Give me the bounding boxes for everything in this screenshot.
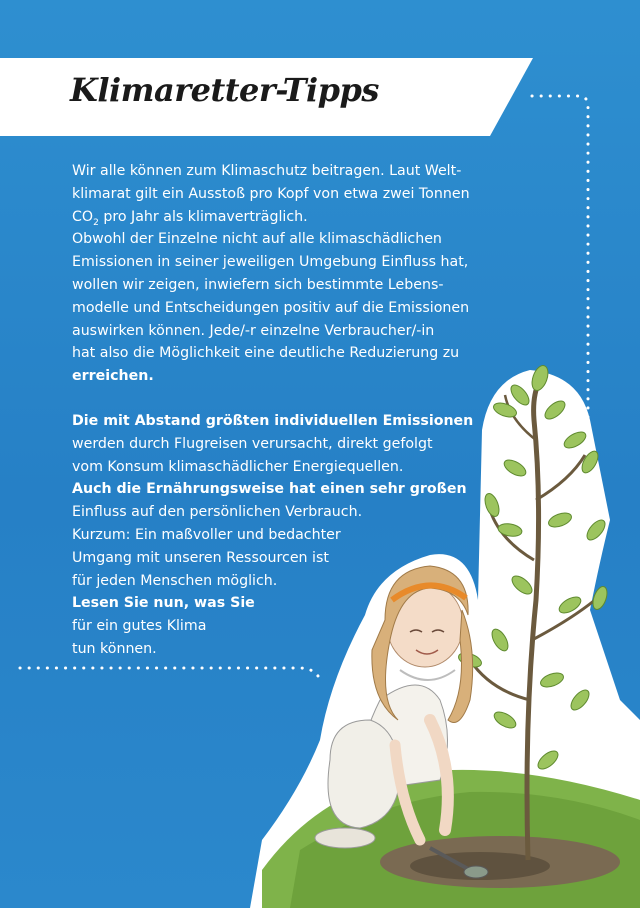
intro-line-3: [72, 206, 512, 229]
intro-line-8: auswirken können. Jede/-r einzelne Verbraucher/-in: [72, 322, 435, 339]
intro-line-5: Emissionen in seiner jeweiligen Umgebung Einfluss hat,: [72, 254, 469, 271]
intro-line-10: erreichen.: [72, 368, 154, 385]
intro-line-7: modelle und Entscheidungen positiv auf die Emissionen: [72, 299, 470, 316]
emissions-line-1: Die mit Abstand größten individuellen Emissionen: [72, 412, 474, 429]
intro-line-1: Wir alle können zum Klimaschutz beitragen. Laut Welt-: [72, 163, 462, 179]
co2-label: CO: [72, 208, 94, 225]
emissions-line-9: Lesen Sie nun, was Sie: [72, 595, 255, 612]
emissions-line-5: Einfluss auf den persönlichen Verbrauch.: [72, 504, 363, 521]
emissions-line-4: Auch die Ernährungsweise hat einen sehr großen: [72, 481, 467, 498]
emissions-line-7: Umgang mit unseren Ressourcen ist: [72, 549, 329, 566]
intro-line-4: Obwohl der Einzelne nicht auf alle klimaschädlichen: [72, 231, 442, 248]
emissions-line-10: für ein gutes Klima: [72, 618, 207, 635]
intro-line-3-rest: pro Jahr als klimaverträglich.: [98, 208, 308, 225]
intro-line-2: klimarat gilt ein Ausstoß pro Kopf von etwa zwei Tonnen: [72, 185, 470, 202]
emissions-line-8: für jeden Menschen möglich.: [72, 572, 278, 589]
emissions-line-6: Kurzum: Ein maßvoller und bedachter: [72, 526, 341, 543]
page-title: Klimaretter-Tipps: [70, 71, 379, 109]
co2-subscript: 2: [93, 217, 99, 228]
emissions-line-11: tun können.: [72, 640, 157, 657]
intro-line-6: wollen wir zeigen, inwiefern sich bestimmte Lebens-: [72, 276, 444, 293]
body-text: [72, 160, 512, 661]
intro-line-9: hat also die Möglichkeit eine deutliche Reduzierung zu: [72, 345, 460, 362]
emissions-line-3: vom Konsum klimaschädlicher Energiequellen.: [72, 458, 404, 475]
emissions-line-2: werden durch Flugreisen verursacht, direkt gefolgt: [72, 435, 433, 452]
